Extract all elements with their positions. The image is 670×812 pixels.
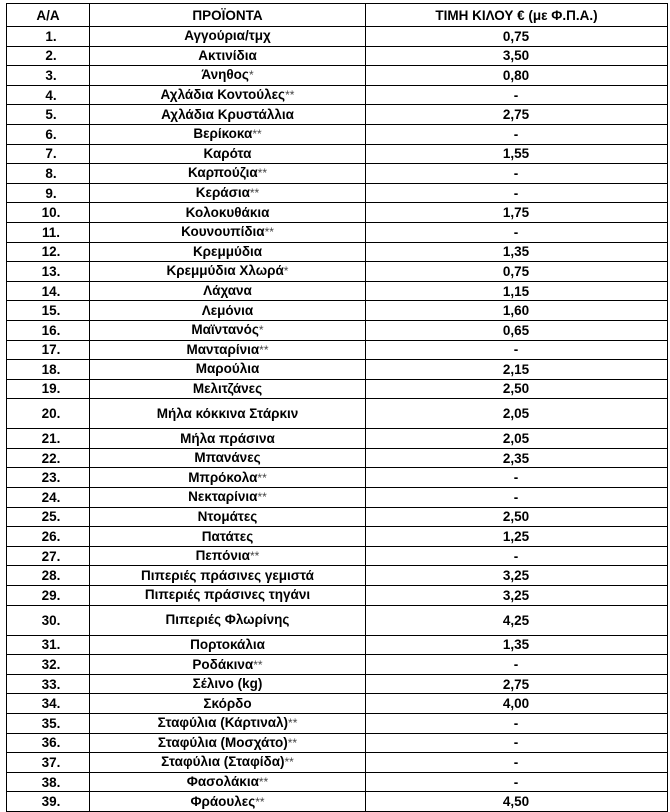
- product-name: Πιπεριές πράσινες γεμιστά: [141, 567, 314, 583]
- product-cell: [90, 301, 366, 321]
- row-number: 19.: [7, 379, 90, 399]
- product-name: Σταφύλια (Μοσχάτο): [157, 734, 288, 750]
- price-cell: 1,60: [366, 301, 668, 321]
- row-number: 27.: [7, 546, 90, 566]
- product-name: Καρπούζια: [187, 165, 258, 181]
- price-cell: 2,50: [366, 379, 668, 399]
- table-row: [7, 144, 668, 164]
- footnote-mark: **: [255, 794, 265, 809]
- footnote-mark: **: [253, 657, 263, 672]
- product-name: Μπανάνες: [194, 450, 261, 466]
- product-cell: [90, 320, 366, 340]
- price-cell: 2,15: [366, 360, 668, 380]
- price-cell: -: [366, 124, 668, 144]
- row-number: 20.: [7, 399, 90, 429]
- price-cell: 3,25: [366, 586, 668, 606]
- row-number: 4.: [7, 85, 90, 105]
- footnote-mark: **: [285, 88, 295, 103]
- footnote-mark: **: [264, 225, 274, 240]
- row-number: 26.: [7, 527, 90, 547]
- table-row: [7, 674, 668, 694]
- price-cell: 1,55: [366, 144, 668, 164]
- header-number: Α/Α: [7, 4, 90, 27]
- row-number: 33.: [7, 674, 90, 694]
- product-name: Ντομάτες: [197, 508, 258, 524]
- row-number: 18.: [7, 360, 90, 380]
- table-row: [7, 566, 668, 586]
- product-cell: [90, 360, 366, 380]
- row-number: 35.: [7, 714, 90, 734]
- footnote-mark: **: [258, 775, 269, 790]
- price-cell: -: [366, 164, 668, 184]
- table-row: [7, 655, 668, 675]
- table-row: [7, 320, 668, 340]
- product-name: Φράουλες: [190, 793, 256, 809]
- product-cell: [90, 242, 366, 262]
- table-row: [7, 281, 668, 301]
- product-cell: [90, 429, 366, 449]
- product-cell: [90, 124, 366, 144]
- row-number: 32.: [7, 655, 90, 675]
- table-row: [7, 340, 668, 360]
- price-cell: -: [366, 468, 668, 488]
- product-name: Κολοκυθάκια: [185, 204, 270, 220]
- price-cell: 1,75: [366, 203, 668, 223]
- product-cell: [90, 262, 366, 282]
- price-cell: 0,80: [366, 66, 668, 86]
- product-name: Πατάτες: [201, 528, 254, 544]
- product-cell: [90, 183, 366, 203]
- table-row: [7, 46, 668, 66]
- row-number: 34.: [7, 694, 90, 714]
- product-cell: [90, 772, 366, 792]
- product-name: Σκόρδο: [203, 695, 252, 711]
- product-name: Κουνουπίδια: [181, 224, 265, 240]
- price-cell: 4,00: [366, 694, 668, 714]
- row-number: 12.: [7, 242, 90, 262]
- row-number: 37.: [7, 753, 90, 773]
- table-row: [7, 488, 668, 508]
- price-cell: 3,50: [366, 46, 668, 66]
- footnote-mark: **: [249, 186, 260, 201]
- footnote-mark: **: [257, 166, 268, 181]
- row-number: 17.: [7, 340, 90, 360]
- price-cell: 1,15: [366, 281, 668, 301]
- product-cell: [90, 144, 366, 164]
- row-number: 22.: [7, 448, 90, 468]
- product-name: Φασολάκια: [186, 774, 259, 790]
- product-name: Αχλάδια Κοντούλες: [160, 87, 286, 103]
- footnote-mark: **: [257, 490, 267, 505]
- product-name: Αγγούρια/τμχ: [184, 28, 271, 44]
- row-number: 23.: [7, 468, 90, 488]
- footnote-mark: **: [249, 549, 260, 564]
- price-cell: -: [366, 655, 668, 675]
- product-cell: [90, 399, 366, 429]
- product-cell: [90, 105, 366, 125]
- footnote-mark: **: [257, 470, 267, 485]
- table-row: [7, 203, 668, 223]
- product-cell: [90, 488, 366, 508]
- table-row: [7, 66, 668, 86]
- table-row: [7, 714, 668, 734]
- price-cell: 0,75: [366, 262, 668, 282]
- row-number: 16.: [7, 320, 90, 340]
- product-cell: [90, 222, 366, 242]
- row-number: 36.: [7, 733, 90, 753]
- row-number: 8.: [7, 164, 90, 184]
- product-cell: [90, 733, 366, 753]
- row-number: 7.: [7, 144, 90, 164]
- price-cell: 1,35: [366, 242, 668, 262]
- product-cell: [90, 27, 366, 47]
- price-cell: 1,25: [366, 527, 668, 547]
- table-row: [7, 527, 668, 547]
- header-price: ΤΙΜΗ ΚΙΛΟΥ € (με Φ.Π.Α.): [366, 4, 668, 27]
- price-cell: 2,75: [366, 674, 668, 694]
- price-cell: 0,75: [366, 27, 668, 47]
- row-number: 38.: [7, 772, 90, 792]
- table-row: [7, 753, 668, 773]
- row-number: 24.: [7, 488, 90, 508]
- table-row: [7, 85, 668, 105]
- product-name: Μελιτζάνες: [192, 380, 263, 396]
- price-cell: 2,75: [366, 105, 668, 125]
- table-row: [7, 772, 668, 792]
- row-number: 10.: [7, 203, 90, 223]
- product-cell: [90, 694, 366, 714]
- table-row: [7, 242, 668, 262]
- table-row: [7, 546, 668, 566]
- row-number: 28.: [7, 566, 90, 586]
- price-cell: -: [366, 733, 668, 753]
- product-cell: [90, 164, 366, 184]
- product-name: Νεκταρίνια: [188, 489, 258, 505]
- table-row: [7, 468, 668, 488]
- row-number: 2.: [7, 46, 90, 66]
- product-cell: [90, 448, 366, 468]
- product-cell: [90, 203, 366, 223]
- footnote-mark: *: [283, 264, 289, 279]
- product-cell: [90, 527, 366, 547]
- table-row: [7, 635, 668, 655]
- product-name: Μανταρίνια: [186, 341, 260, 357]
- row-number: 3.: [7, 66, 90, 86]
- row-number: 39.: [7, 792, 90, 812]
- footnote-mark: *: [258, 323, 264, 338]
- product-name: Καρότα: [203, 145, 252, 161]
- product-cell: [90, 605, 366, 635]
- row-number: 11.: [7, 222, 90, 242]
- table-row: [7, 262, 668, 282]
- table-row: [7, 399, 668, 429]
- product-name: Μαϊντανός: [191, 322, 259, 338]
- row-number: 5.: [7, 105, 90, 125]
- header-products: ΠΡΟΪΟΝΤΑ: [90, 4, 366, 27]
- product-name: Πιπεριές Φλωρίνης: [165, 612, 290, 628]
- row-number: 31.: [7, 635, 90, 655]
- price-cell: 2,05: [366, 399, 668, 429]
- table-row: [7, 27, 668, 47]
- product-name: Ροδάκινα: [192, 656, 254, 672]
- footnote-mark: *: [248, 68, 254, 83]
- product-cell: [90, 468, 366, 488]
- product-cell: [90, 546, 366, 566]
- price-cell: 4,50: [366, 792, 668, 812]
- product-name: Πεπόνια: [195, 548, 250, 564]
- product-cell: [90, 379, 366, 399]
- table-row: [7, 507, 668, 527]
- table-row: [7, 222, 668, 242]
- footnote-mark: **: [288, 716, 298, 731]
- product-name: Βερίκοκα: [193, 126, 253, 142]
- row-number: 21.: [7, 429, 90, 449]
- product-cell: [90, 655, 366, 675]
- row-number: 6.: [7, 124, 90, 144]
- row-number: 9.: [7, 183, 90, 203]
- product-cell: [90, 566, 366, 586]
- footnote-mark: **: [252, 127, 262, 142]
- product-name: Κρεμμύδια Χλωρά: [166, 263, 284, 279]
- product-cell: [90, 85, 366, 105]
- table-row: [7, 586, 668, 606]
- product-cell: [90, 792, 366, 812]
- price-cell: -: [366, 85, 668, 105]
- product-name: Πορτοκάλια: [190, 636, 265, 652]
- table-row: [7, 448, 668, 468]
- product-name: Κεράσια: [195, 185, 250, 201]
- footnote-mark: **: [259, 342, 269, 357]
- price-cell: -: [366, 546, 668, 566]
- product-name: Μήλα πράσινα: [180, 430, 275, 446]
- product-name: Μήλα κόκκινα Στάρκιν: [156, 405, 299, 421]
- product-cell: [90, 340, 366, 360]
- price-cell: -: [366, 714, 668, 734]
- footnote-mark: **: [287, 735, 298, 750]
- table-row: [7, 164, 668, 184]
- table-row: [7, 429, 668, 449]
- price-cell: 2,50: [366, 507, 668, 527]
- price-cell: 2,05: [366, 429, 668, 449]
- row-number: 14.: [7, 281, 90, 301]
- price-table: [6, 3, 668, 812]
- table-row: [7, 605, 668, 635]
- product-name: Σταφύλια (Σταφίδα): [161, 754, 285, 770]
- row-number: 15.: [7, 301, 90, 321]
- product-name: Αχλάδια Κρυστάλλια: [161, 106, 294, 122]
- product-name: Λάχανα: [203, 283, 252, 299]
- price-cell: 0,65: [366, 320, 668, 340]
- product-name: Σταφύλια (Κάρτιναλ): [157, 715, 289, 731]
- product-cell: [90, 674, 366, 694]
- price-cell: -: [366, 340, 668, 360]
- price-cell: 2,35: [366, 448, 668, 468]
- price-cell: -: [366, 772, 668, 792]
- table-header-row: [7, 4, 668, 27]
- product-name: Ακτινίδια: [198, 47, 257, 63]
- price-cell: -: [366, 222, 668, 242]
- product-name: Μπρόκολα: [188, 469, 258, 485]
- row-number: 25.: [7, 507, 90, 527]
- product-cell: [90, 753, 366, 773]
- price-cell: -: [366, 488, 668, 508]
- table-row: [7, 379, 668, 399]
- footnote-mark: **: [284, 755, 294, 770]
- product-name: Λεμόνια: [201, 302, 254, 318]
- table-row: [7, 124, 668, 144]
- product-name: Άνηθος: [201, 67, 249, 83]
- table-body: [7, 27, 668, 812]
- row-number: 13.: [7, 262, 90, 282]
- table-row: [7, 360, 668, 380]
- table-row: [7, 183, 668, 203]
- row-number: 29.: [7, 586, 90, 606]
- price-cell: -: [366, 753, 668, 773]
- table-row: [7, 301, 668, 321]
- product-cell: [90, 66, 366, 86]
- table-row: [7, 792, 668, 812]
- table-row: [7, 694, 668, 714]
- table-row: [7, 105, 668, 125]
- product-cell: [90, 281, 366, 301]
- product-cell: [90, 635, 366, 655]
- product-cell: [90, 46, 366, 66]
- product-name: Σέλινο (kg): [192, 676, 263, 692]
- table-row: [7, 733, 668, 753]
- price-cell: -: [366, 183, 668, 203]
- product-cell: [90, 714, 366, 734]
- product-name: Μαρούλια: [195, 361, 260, 377]
- price-cell: 4,25: [366, 605, 668, 635]
- product-name: Κρεμμύδια: [192, 243, 263, 259]
- product-name: Πιπεριές πράσινες τηγάνι: [144, 587, 311, 603]
- row-number: 1.: [7, 27, 90, 47]
- row-number: 30.: [7, 605, 90, 635]
- product-cell: [90, 586, 366, 606]
- product-cell: [90, 507, 366, 527]
- price-cell: 1,35: [366, 635, 668, 655]
- price-cell: 3,25: [366, 566, 668, 586]
